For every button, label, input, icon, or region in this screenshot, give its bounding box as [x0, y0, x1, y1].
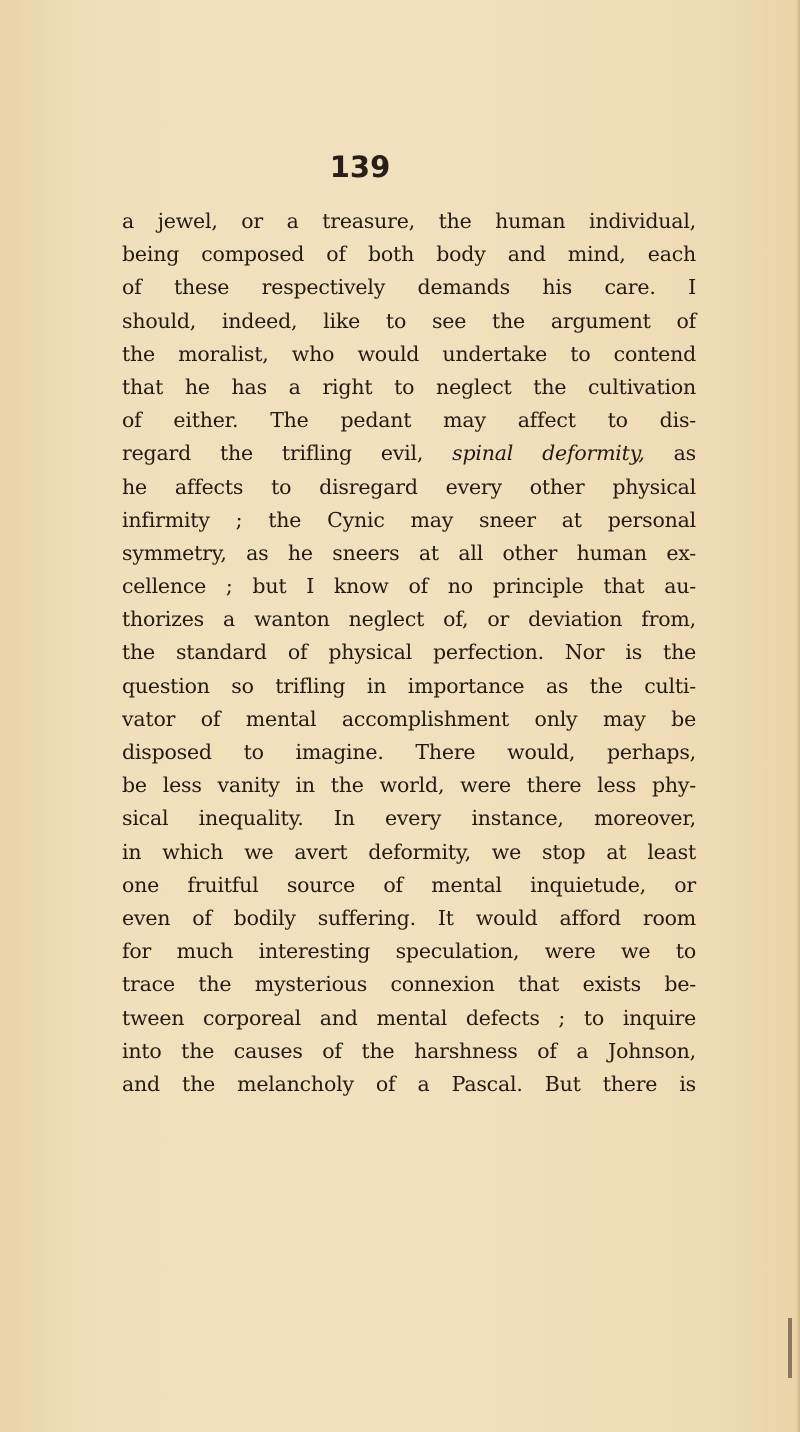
text-line-8-end: as [673, 441, 696, 466]
text-line-8 [122, 437, 696, 470]
page-number: 139 [329, 150, 391, 184]
text-line-26: into the causes of the harshness of a Johnson, [122, 1038, 696, 1063]
text-line-3: of these respectively demands his care. I [122, 275, 696, 300]
text-line-22: even of bodily suffering. It would afford room [122, 905, 696, 930]
body-text [122, 205, 696, 1101]
scan-artifact-mark [788, 1318, 792, 1378]
text-line-16: vator of mental accomplishment only may be [122, 706, 696, 731]
text-line-13: thorizes a wanton neglect of, or deviation from, [122, 607, 696, 632]
text-line-11: symmetry, as he sneers at all other human ex- [122, 540, 696, 565]
text-line-12: cellence ; but I know of no principle that au- [122, 574, 696, 599]
page-edge-shadow [796, 0, 800, 1432]
text-line-21: one fruitful source of mental inquietude, or [122, 872, 696, 897]
text-line-2: being composed of both body and mind, each [122, 242, 696, 267]
text-line-20: in which we avert deformity, we stop at least [122, 839, 696, 864]
italic-phrase: spinal deformity, [452, 441, 645, 466]
text-line-17: disposed to imagine. There would, perhaps, [122, 740, 696, 764]
text-line-6: that he has a right to neglect the cultivation [122, 374, 696, 399]
text-line-14: the standard of physical perfection. Nor is the [122, 640, 696, 665]
text-line-19: sical inequality. In every instance, moreover, [122, 806, 696, 831]
text-line-1: a jewel, or a treasure, the human individual, [122, 209, 696, 233]
text-line-27: and the melancholy of a Pascal. But there is [122, 1071, 696, 1096]
text-line-10: infirmity ; the Cynic may sneer at personal [122, 507, 696, 532]
text-line-5: the moralist, who would undertake to contend [122, 341, 696, 366]
text-line-25: tween corporeal and mental defects ; to inquire [122, 1005, 696, 1030]
text-line-24: trace the mysterious connexion that exists be- [122, 972, 696, 997]
text-line-23: for much interesting speculation, were we to [122, 939, 696, 964]
text-line-7: of either. The pedant may affect to dis- [122, 408, 696, 433]
text-line-4: should, indeed, like to see the argument of [122, 308, 696, 333]
text-line-18: be less vanity in the world, were there less phy- [122, 773, 696, 798]
text-line-9: he affects to disregard every other physical [122, 474, 696, 499]
text-line-8-start: regard the trifling evil, [122, 441, 424, 466]
text-line-15: question so trifling in importance as the culti- [122, 673, 696, 698]
